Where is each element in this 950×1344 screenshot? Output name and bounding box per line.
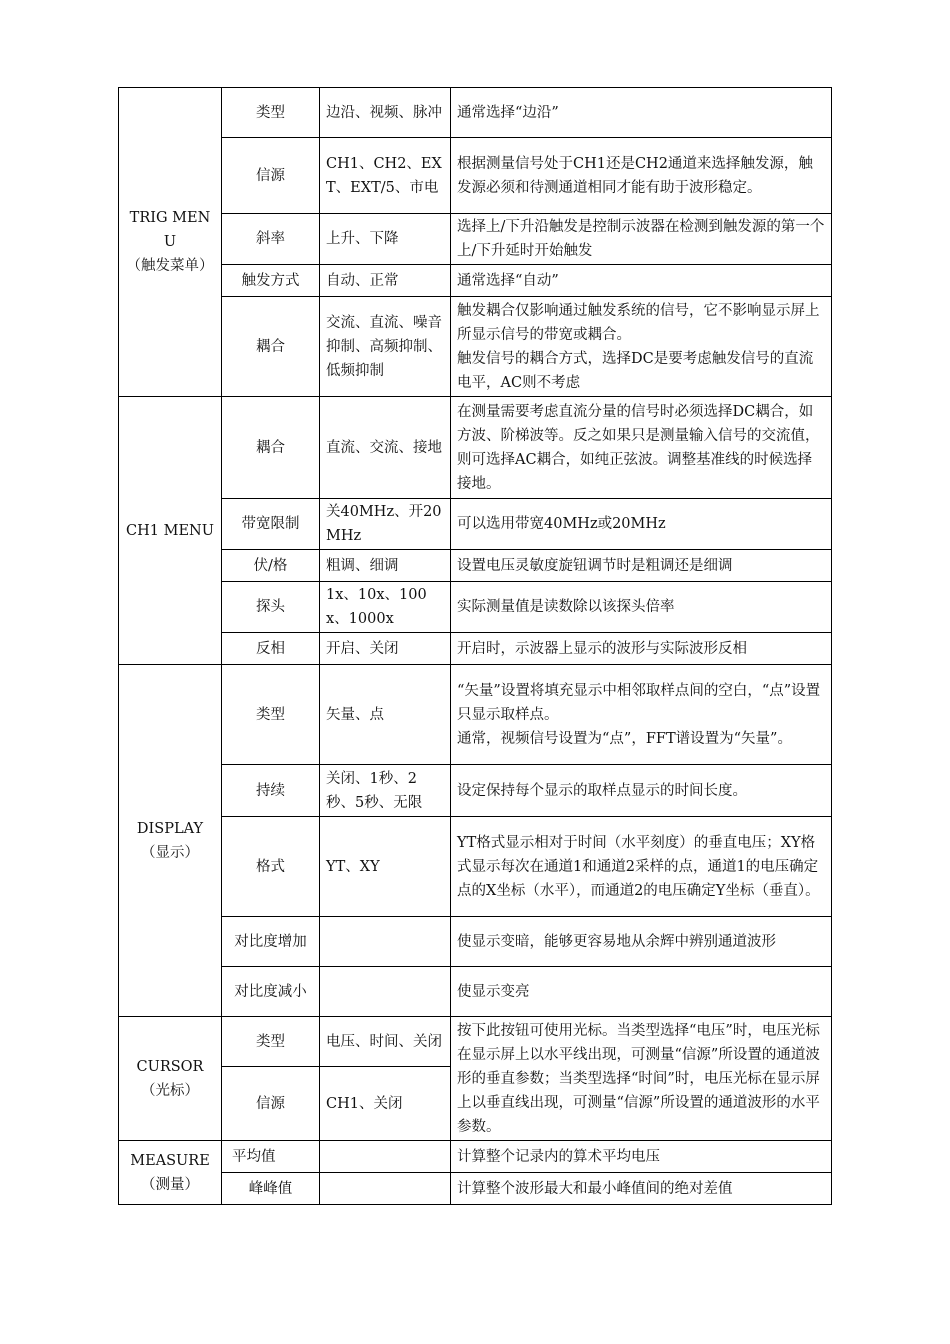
description-text: 实际测量值是读数除以该探头倍率 [457,599,675,615]
description-text: 触发信号的耦合方式，选择DC是要考虑触发信号的直流电平，AC则不考虑 [457,350,814,391]
value-cell: 直流、交流、接地 [320,397,451,499]
value-cell [320,967,451,1017]
value-cell: 交流、直流、噪音抑制、高频抑制、低频抑制 [320,297,451,397]
table-row [119,967,832,1017]
description-text: 设定保持每个显示的取样点显示的时间长度。 [457,782,747,799]
section-cell-measure [119,1141,222,1205]
section-name: CH1 MENU [126,522,214,539]
item-cell: 信源 [222,138,320,214]
section-cell-display [119,665,222,1017]
section-cell-trig-menu [119,88,222,397]
description-cell [451,499,832,550]
table-row [119,499,832,550]
value-cell: YT、XY [320,817,451,917]
table-row [119,665,832,765]
table-row [119,765,832,817]
table-row [119,214,832,265]
description-text: 触发耦合仅影响通过触发系统的信号，它不影响显示屏上所显示信号的带宽或耦合。 [457,302,820,343]
item-cell: 对比度减小 [222,967,320,1017]
table-row [119,917,832,967]
description-cell [451,214,832,265]
description-cell [451,967,832,1017]
description-cell [451,550,832,582]
section-name-cn: （测量） [141,1176,199,1193]
table-row [119,1017,832,1067]
section-cell-cursor [119,1017,222,1141]
table-row [119,265,832,297]
description-cell [451,665,832,765]
value-cell [320,917,451,967]
description-text: 使显示变暗，能够更容易地从余辉中辨别通道波形 [457,933,776,950]
description-text: 使显示变亮 [457,983,530,1000]
description-text: 通常，视频信号设置为“点”，FFT谱设置为“矢量”。 [457,730,792,747]
table-row [119,582,832,633]
value-cell: 电压、时间、关闭 [320,1017,451,1067]
description-cell [451,1141,832,1173]
description-cell [451,265,832,297]
table-row [119,550,832,582]
section-name-cn: （光标） [141,1082,199,1099]
description-text: 计算整个记录内的算术平均电压 [457,1148,660,1165]
description-cell [451,138,832,214]
description-text: 设置电压灵敏度旋钮调节时是粗调还是细调 [457,557,733,574]
description-text: 开启时，示波器上显示的波形与实际波形反相 [457,640,747,657]
section-name: DISPLAY [136,820,204,837]
table-row [119,1173,832,1205]
value-cell: 上升、下降 [320,214,451,265]
value-cell: 开启、关闭 [320,633,451,665]
description-cell [451,297,832,397]
table-row [119,1141,832,1173]
section-name: MEASURE [130,1152,210,1169]
description-text: 在测量需要考虑直流分量的信号时必须选择DC耦合，如方波、阶梯波等。反之如果只是测量输入信号的交流值，则可选择AC耦合，如纯正弦波。调整基准线的时候选择接地。 [457,403,820,492]
item-cell: 类型 [222,1017,320,1067]
description-cell [451,397,832,499]
description-cell [451,817,832,917]
description-text: 通常选择“自动” [457,272,559,289]
item-cell: 类型 [222,665,320,765]
description-text: 计算整个波形最大和最小峰值间的绝对差值 [457,1180,733,1197]
description-cell [451,633,832,665]
description-cell [451,1017,832,1141]
item-cell: 伏/格 [222,550,320,582]
value-cell: 自动、正常 [320,265,451,297]
value-cell [320,1173,451,1205]
description-text: 通常选择“边沿” [457,104,559,121]
description-cell [451,917,832,967]
item-cell: 格式 [222,817,320,917]
item-cell: 带宽限制 [222,499,320,550]
item-cell: 类型 [222,88,320,138]
value-cell: 1x、10x、100x、1000x [320,582,451,633]
section-name-cn: （触发菜单） [126,258,214,274]
table-row [119,88,832,138]
value-cell [320,1141,451,1173]
item-cell: 峰峰值 [222,1173,320,1205]
value-cell: 关40MHz、开20MHz [320,499,451,550]
item-cell: 耦合 [222,397,320,499]
table-row [119,817,832,917]
item-cell: 持续 [222,765,320,817]
description-text: 按下此按钮可使用光标。当类型选择“电压”时，电压光标在显示屏上以水平线出现，可测量“信源”所设置的通道波形的垂直参数；当类型选择“时间”时，电压光标在显示屏上以垂直线出现，可测量“信源”所设置的通道波形的水平参数。 [457,1022,820,1135]
description-text: YT格式显示相对于时间（水平刻度）的垂直电压；XY格式显示每次在通道1和通道2采样的点，通道1的电压确定点的X坐标（水平），而通道2的电压确定Y坐标（垂直）。 [457,834,820,899]
item-cell: 对比度增加 [222,917,320,967]
description-cell [451,1173,832,1205]
section-name: TRIG MENU [129,210,211,250]
item-cell: 触发方式 [222,265,320,297]
description-cell [451,582,832,633]
table-row [119,397,832,499]
item-cell: 平均值 [222,1141,320,1173]
value-cell: 粗调、细调 [320,550,451,582]
item-cell: 耦合 [222,297,320,397]
value-cell: CH1、CH2、EXT、EXT/5、市电 [320,138,451,214]
table-row [119,138,832,214]
description-text: 根据测量信号处于CH1还是CH2通道来选择触发源，触发源必须和待测通道相同才能有助于波形稳定。 [457,155,813,196]
item-cell: 信源 [222,1067,320,1141]
description-text: 可以选用带宽40MHz或20MHz [457,516,666,532]
item-cell: 探头 [222,582,320,633]
description-cell [451,765,832,817]
item-cell: 反相 [222,633,320,665]
oscilloscope-menu-table [118,87,832,1205]
section-cell-ch1-menu [119,397,222,665]
description-text: “矢量”设置将填充显示中相邻取样点间的空白，“点”设置只显示取样点。 [457,682,821,723]
section-name: CURSOR [136,1058,204,1075]
table-row [119,297,832,397]
value-cell: 矢量、点 [320,665,451,765]
description-cell [451,88,832,138]
description-text: 选择上/下升沿触发是控制示波器在检测到触发源的第一个上/下升延时开始触发 [457,219,825,259]
section-name-cn: （显示） [141,844,199,861]
value-cell: 边沿、视频、脉冲 [320,88,451,138]
table-row [119,633,832,665]
value-cell: CH1、关闭 [320,1067,451,1141]
value-cell: 关闭、1秒、2秒、5秒、无限 [320,765,451,817]
item-cell: 斜率 [222,214,320,265]
